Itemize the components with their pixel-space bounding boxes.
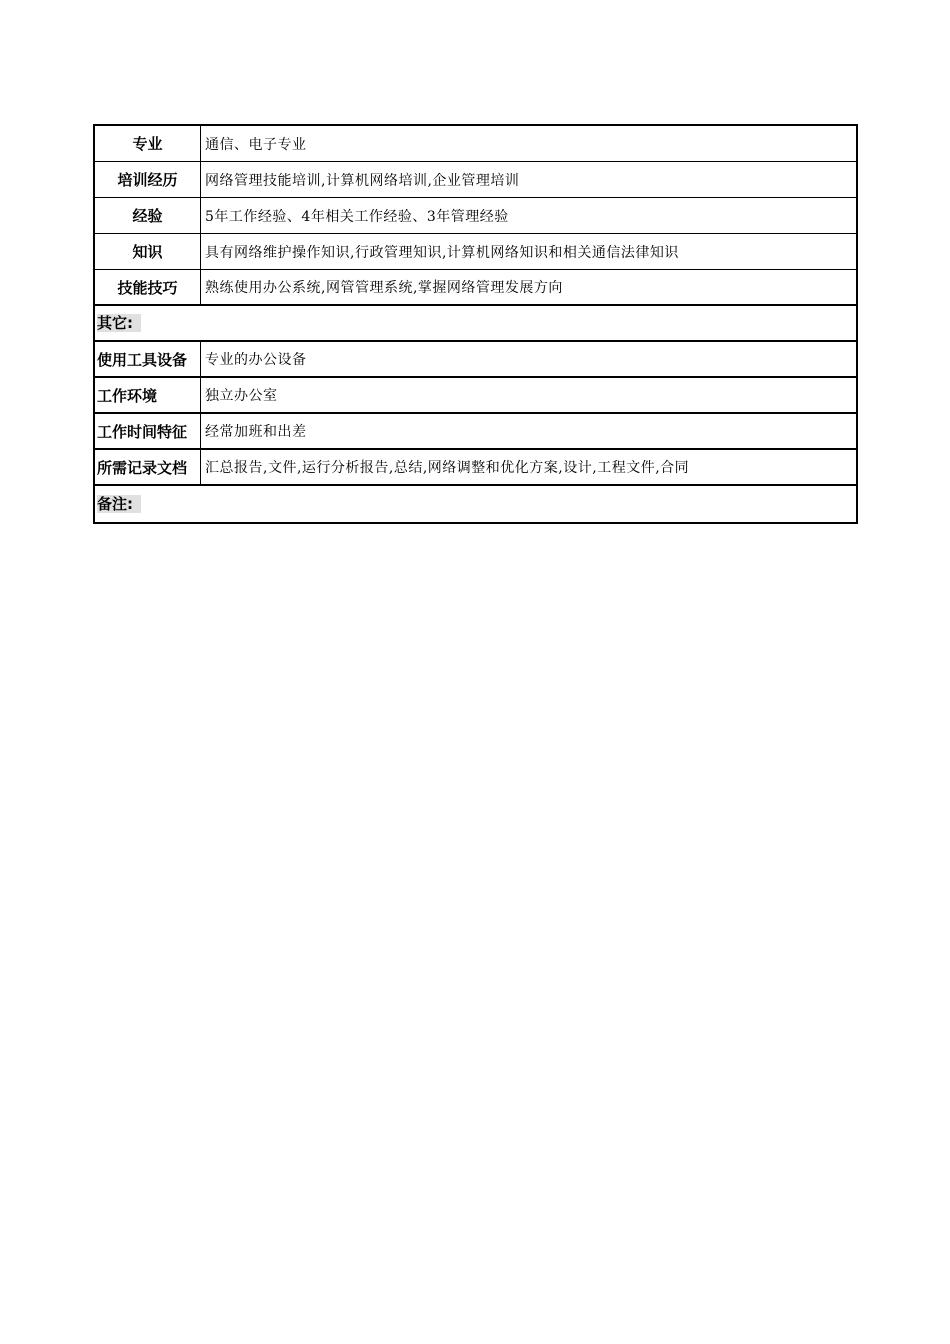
- table-row-documents: [95, 450, 856, 486]
- row-value: 5年工作经验、4年相关工作经验、3年管理经验: [205, 208, 509, 225]
- table-row-knowledge: [95, 234, 856, 270]
- section-title: 备注:: [97, 495, 141, 513]
- table-row-training: [95, 162, 856, 198]
- row-value: 具有网络维护操作知识,行政管理知识,计算机网络知识和相关通信法律知识: [205, 244, 679, 261]
- table-row-work-time: [95, 414, 856, 450]
- table-row-tools: [95, 342, 856, 378]
- row-value: 专业的办公设备: [205, 352, 307, 368]
- table-row-skills: [95, 270, 856, 306]
- row-label: 工作环境: [95, 378, 201, 412]
- row-label: 培训经历: [95, 162, 201, 197]
- row-label: 知识: [95, 234, 201, 269]
- section-header-other: [95, 306, 856, 342]
- row-label: 技能技巧: [95, 270, 201, 304]
- row-label: 使用工具设备: [95, 342, 201, 376]
- section-title: 其它:: [97, 314, 141, 332]
- row-value: 独立办公室: [205, 388, 278, 404]
- row-value: 汇总报告,文件,运行分析报告,总结,网络调整和优化方案,设计,工程文件,合同: [205, 460, 690, 476]
- section-header-notes: [95, 486, 856, 522]
- row-value: 经常加班和出差: [205, 424, 307, 440]
- job-description-table: [93, 124, 858, 524]
- table-row-major: [95, 126, 856, 162]
- table-row-experience: [95, 198, 856, 234]
- row-label: 专业: [95, 126, 201, 161]
- row-label: 工作时间特征: [95, 414, 201, 448]
- row-label: 所需记录文档: [95, 450, 201, 484]
- row-value: 通信、电子专业: [205, 136, 307, 153]
- row-label: 经验: [95, 198, 201, 233]
- row-value: 熟练使用办公系统,网管管理系统,掌握网络管理发展方向: [205, 280, 563, 296]
- table-row-environment: [95, 378, 856, 414]
- row-value: 网络管理技能培训,计算机网络培训,企业管理培训: [205, 172, 520, 189]
